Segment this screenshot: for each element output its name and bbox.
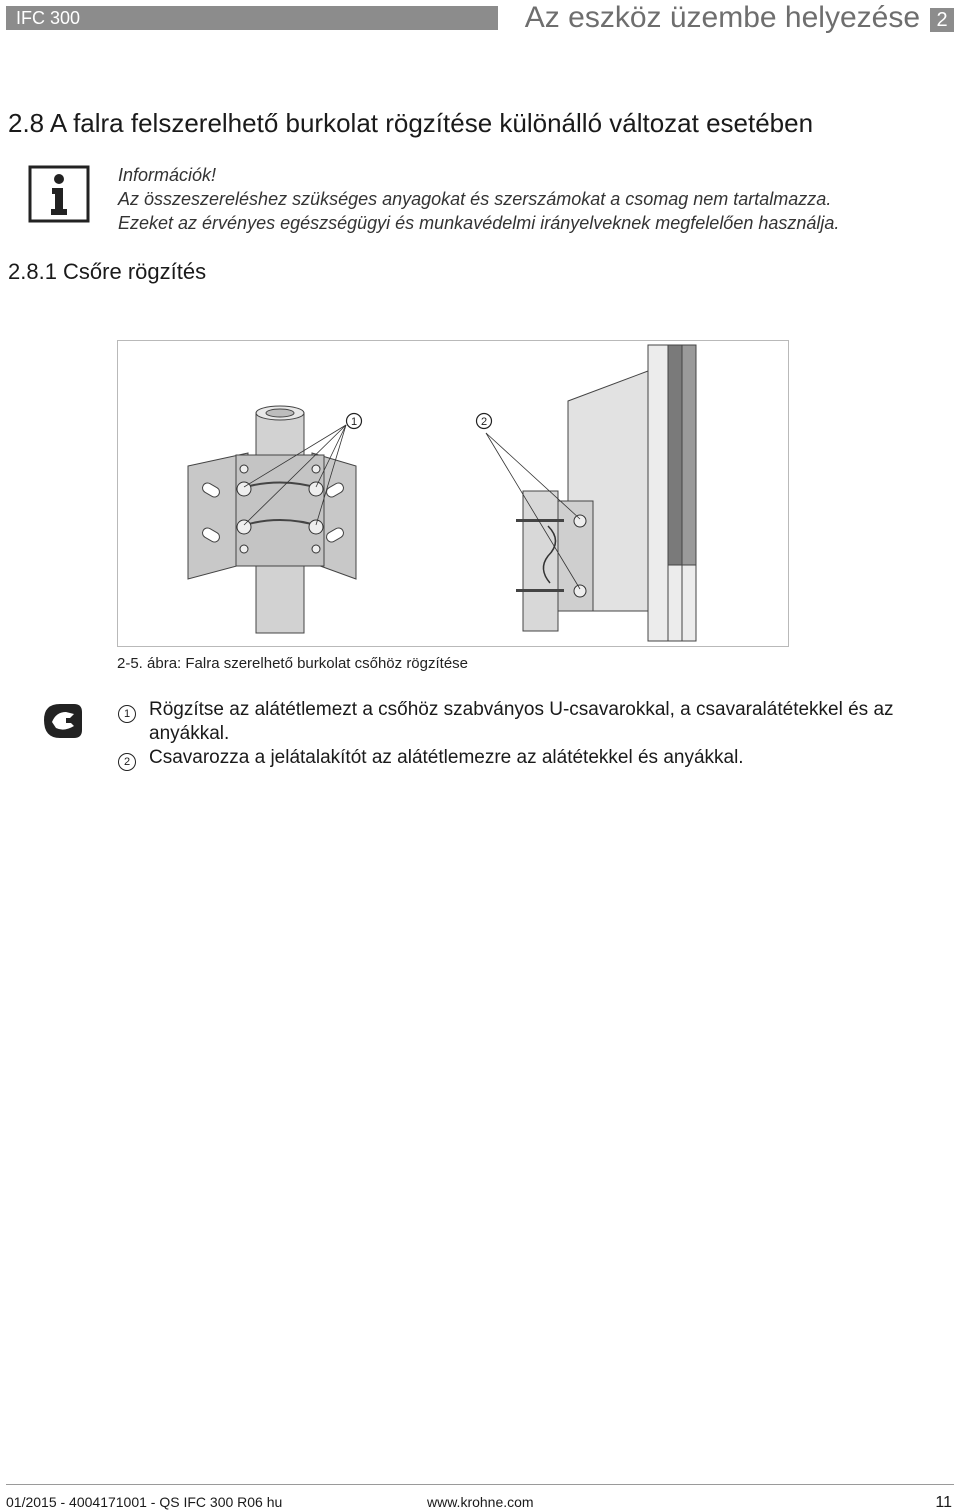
footer-doc-ref: 01/2015 - 4004171001 - QS IFC 300 R06 hu [6,1494,283,1510]
pipe-bracket-illustration [188,406,356,633]
info-line: Ezeket az érvényes egészségügyi és munkavédelmi irányelveknek megfelelően használja. [118,213,840,233]
footer-website[interactable]: www.krohne.com [427,1494,534,1510]
page-number: 11 [935,1494,952,1511]
callout-2-label: 2 [480,416,488,428]
figure-caption: 2-5. ábra: Falra szerelhető burkolat csőhöz rögzítése [117,655,469,672]
section-title: 2.8 A falra felszerelhető burkolat rögzítése különálló változat esetében [8,108,814,138]
step-number: 2 [118,753,136,771]
header-product: IFC 300 [16,8,81,28]
header-chapter-number: 2 [930,8,954,32]
callout-1 [347,414,362,429]
subsection-title: 2.8.1 Csőre rögzítés [8,259,207,284]
info-text [118,163,839,235]
figure-pipe-mounting [117,340,789,647]
info-line: Az összeszereléshez szükséges anyagokat és szerszámokat a csomag nem tartalmazza. [118,189,832,209]
step-text: Rögzítse az alátétlemezt a csőhöz szabványos U-csavarokkal, a csavaralátétekkel és az anyákkal. [149,699,894,744]
step-text: Csavarozza a jelátalakítót az alátétlemezre az alátétekkel és anyákkal. [149,747,744,768]
instruction-steps [118,698,938,772]
header-product-bar [6,6,498,30]
callout-1-label: 1 [350,416,358,428]
info-heading: Információk! [118,165,217,185]
footer-divider [6,1484,954,1485]
step-number: 1 [118,705,136,723]
housing-illustration [486,345,696,641]
info-icon [28,165,90,223]
header-chapter-title: Az eszköz üzembe helyezése [524,1,920,34]
step-item [118,698,938,746]
callout-2 [477,414,492,429]
wrench-hand-icon [38,700,86,742]
step-item [118,746,938,772]
